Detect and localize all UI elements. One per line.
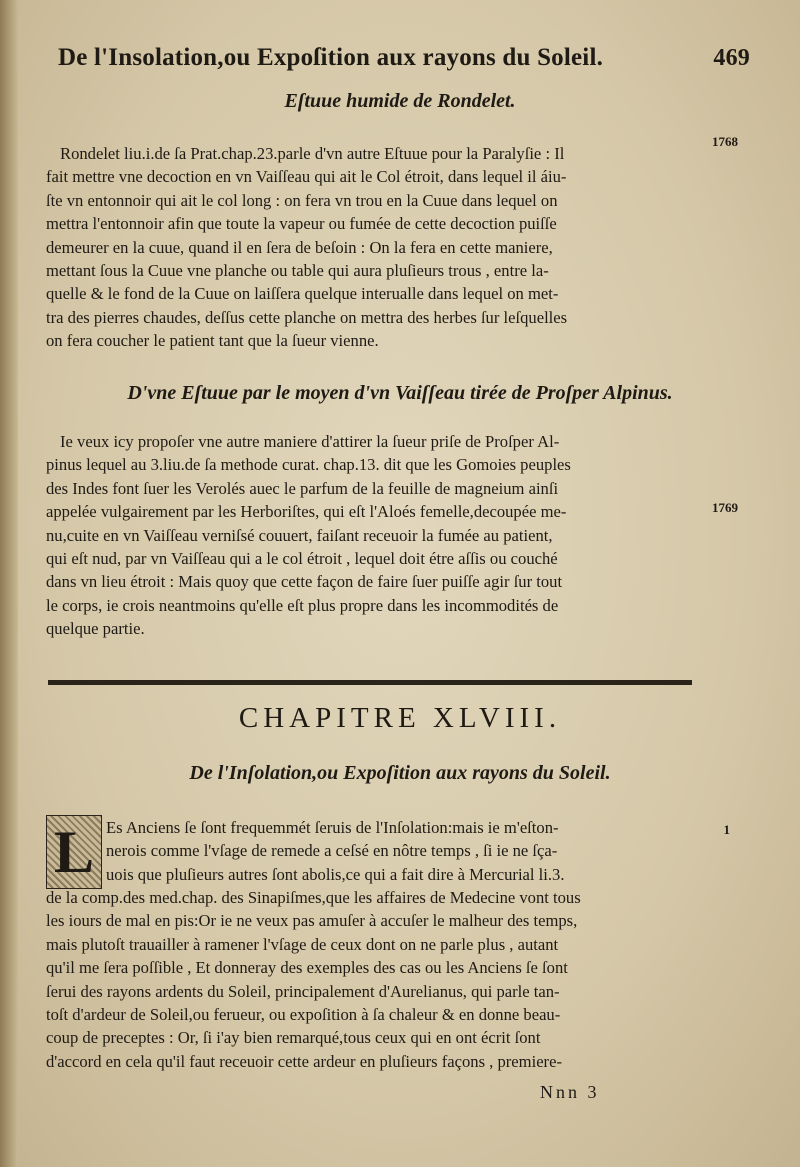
text-line: appelée vulgairement par les Herboriſtes, qui eſt l'Aloés femelle,decoupée me- [46, 502, 567, 522]
text-line: mettra l'entonnoir afin que toute la vapeur ou fumée de cette decoction puiſſe [46, 214, 557, 234]
text-line: mettant ſous la Cuue vne planche ou table qui aura pluſieurs trous , entre la- [46, 260, 549, 280]
running-head [58, 44, 750, 72]
running-head-title: De l'Insolation,ou Expoſition aux rayons du Soleil. [58, 44, 604, 71]
text-line: le corps, ie crois neantmoins qu'elle eſt plus propre dans les incommodités de [46, 595, 559, 615]
text-line: dans vn lieu étroit : Mais quoy que cette façon de faire ſuer puiſſe agir ſur tout [46, 572, 563, 592]
signature-mark: Nnn 3 [540, 1082, 600, 1102]
text-line: fait mettre vne decoction en vn Vaiſſeau qui ait le Col étroit, dans lequel il áiu- [46, 167, 567, 187]
divider-rule [48, 680, 692, 685]
text-line: mais plutoſt trauailler à ramener l'vſage de ceux dont on ne parle plus , autant [46, 934, 559, 954]
text-line: on fera coucher le patient tant que la ſueur vienne. [46, 331, 379, 351]
chapter-heading: De l'Inſolation,ou Expoſition aux rayons du Soleil. [189, 762, 611, 784]
margin-note-1: 1 [723, 822, 730, 837]
text-line: quelque partie. [46, 619, 145, 639]
section-heading-estuue-humide: Eſtuue humide de Rondelet. [284, 90, 516, 112]
text-line: les iours de mal en pis:Or ie ne veux pas amuſer à accuſer le malheur des temps, [46, 911, 578, 931]
text-line: des Indes font ſuer les Verolés auec le parfum de la feuille de magneium ainſi [46, 478, 559, 498]
text-line: toſt d'ardeur de Soleil,ou ferueur, ou expoſition à ſa chaleur & en donne beau- [46, 1004, 561, 1024]
text-line: qu'il me ſera poſſible , Et donneray des exemples des cas ou les Anciens ſe ſont [46, 958, 568, 978]
text-line: tra des pierres chaudes, deſſus cette planche on mettra des herbes ſur leſquelles [46, 307, 568, 327]
page-number: 469 [713, 45, 750, 71]
text-line: Es Anciens ſe ſont frequemmét ſeruis de l'Inſolation:mais ie m'eſton- [106, 818, 559, 837]
text-line: Rondelet liu.i.de ſa Prat.chap.23.parle d'vn autre Eſtuue pour la Paralyſie : Il [60, 144, 565, 163]
text-line: demeurer en la cuue, quand il en ſera de beſoin : On la fera en cette maniere, [46, 237, 553, 257]
chapter-body-top [106, 816, 696, 886]
text-line: uois que pluſieurs autres ſont abolis,ce qui a fait dire à Mercurial li.3. [106, 864, 565, 884]
dropcap-letter: L [53, 819, 95, 885]
text-line: nerois comme l'vſage de remede a ceſsé en nôtre temps , ſi ie ne ſça- [106, 841, 558, 861]
text-line: nu,cuite en vn Vaiſſeau verniſsé couuert, faiſant receuoir la fumée au patient, [46, 525, 553, 545]
section2-body [46, 430, 696, 641]
page-gutter [0, 0, 18, 1167]
chapter-title: CHAPITRE XLVIII. [238, 702, 562, 734]
text-line: quelle & le fond de la Cuue on laiſſera quelque interualle dans lequel on met- [46, 284, 559, 304]
text-line: Ie veux icy propoſer vne autre maniere d'attirer la ſueur priſe de Proſper Al- [60, 432, 560, 451]
dropcap-initial [46, 815, 102, 889]
text-line: ſte vn entonnoir qui ait le col long : on fera vn trou en la Cuue dans lequel on [46, 190, 558, 210]
margin-note-1769: 1769 [712, 500, 738, 515]
text-line: de la comp.des med.chap. des Sinapiſmes,que les affaires de Medecine vont tous [46, 888, 581, 907]
section1-body [46, 142, 696, 353]
section-heading-alpinus: D'vne Eſtuue par le moyen d'vn Vaiſſeau tirée de Proſper Alpinus. [127, 382, 673, 404]
chapter-body-rest [46, 886, 696, 1073]
text-line: qui eſt nud, par vn Vaiſſeau qui a le col étroit , lequel doit étre aſſis ou couché [46, 548, 558, 568]
margin-note-1768: 1768 [712, 134, 738, 149]
text-line: pinus lequel au 3.liu.de ſa methode curat. chap.13. dit que les Gomoies peuples [46, 455, 571, 475]
text-line: coup de preceptes : Or, ſi i'ay bien remarqué,tous ceux qui en ont écrit ſont [46, 1028, 541, 1048]
text-line: ſerui des rayons ardents du Soleil, principalement d'Aurelianus, qui parle tan- [46, 981, 560, 1001]
text-line: d'accord en cela qu'il faut receuoir cette ardeur en pluſieurs façons , premiere- [46, 1051, 562, 1071]
